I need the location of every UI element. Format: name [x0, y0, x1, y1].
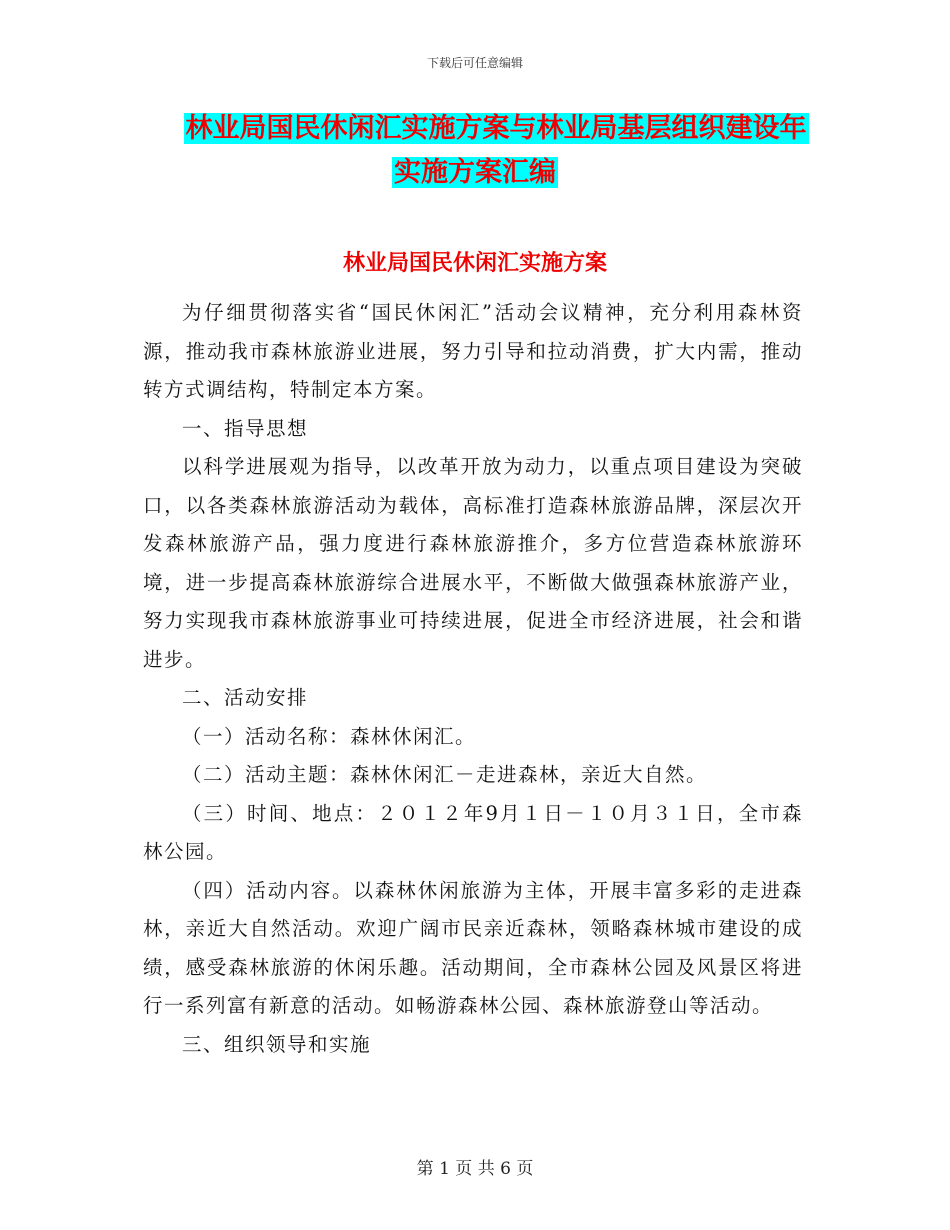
title-highlight-2: 实施方案汇编: [394, 157, 556, 188]
document-title-line-2: [0, 156, 950, 190]
paragraph-guiding-thought: 以科学进展观为指导，以改革开放为动力，以重点项目建设为突破口，以各类森林旅游活动为载体，高标准打造森林旅游品牌，深层次开发森林旅游产品，强力度进行森林旅游推介，多方位营造森林旅游环境，进一步提高森林旅游综合进展水平，不断做大做强森林旅游产业，努力实现我市森林旅游事业可持续进展，促进全市经济进展，社会和谐进步。: [143, 455, 803, 671]
paragraph-intro: 为仔细贯彻落实省“国民休闲汇”活动会议精神，充分利用森林资源，推动我市森林旅游业进展，努力引导和拉动消费，扩大内需，推动转方式调结构，特制定本方案。: [143, 301, 803, 401]
document-body: [143, 294, 803, 1064]
page-footer: 第 1 页 共 6 页: [416, 1159, 534, 1179]
document-title-line-1: [0, 112, 950, 146]
paragraph-time-location: （三）时间、地点：２０１２年9月１日－１０月３１日，全市森林公园。: [143, 801, 803, 863]
paragraph-activity-theme: （二）活动主题：森林休闲汇－走进森林，亲近大自然。: [182, 763, 708, 786]
heading-guiding-thought: 一、指导思想: [182, 416, 309, 440]
paragraph-activity-name: （一）活动名称：森林休闲汇。: [182, 724, 477, 748]
heading-activity-arrangement: 二、活动安排: [182, 686, 309, 709]
section-title: 林业局国民休闲汇实施方案: [342, 251, 607, 276]
heading-organization: 三、组织领导和实施: [182, 1032, 372, 1056]
paragraph-activity-content: （四）活动内容。以森林休闲旅游为主体，开展丰富多彩的走进森林，亲近大自然活动。欢迎广阔市民亲近森林，领略森林城市建设的成绩，感受森林旅游的休闲乐趣。活动期间，全市森林公园及风景区将进行一系列富有新意的活动。如畅游森林公园、森林旅游登山等活动。: [143, 878, 803, 1017]
title-highlight-1: 林业局国民休闲汇实施方案与林业局基层组织建设年: [185, 113, 807, 144]
header-note: 下载后可任意编辑: [426, 56, 523, 70]
